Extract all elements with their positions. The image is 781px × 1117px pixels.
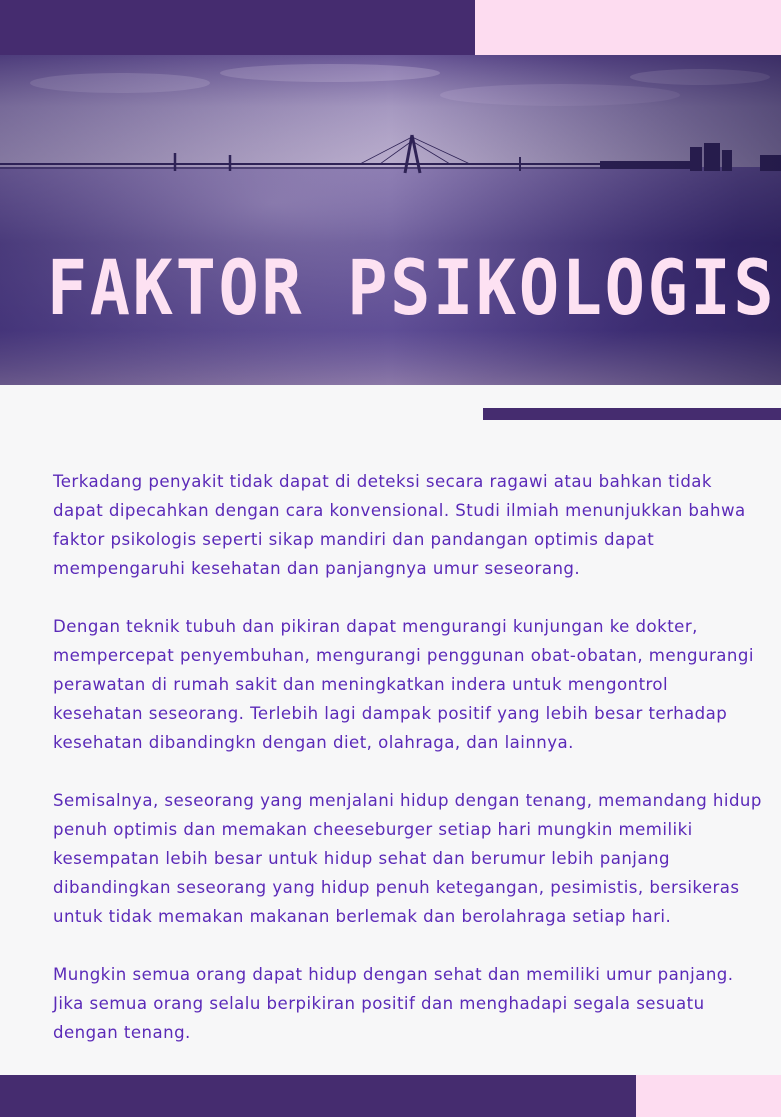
- accent-stripe: [483, 408, 781, 420]
- bottom-bar-right: [636, 1075, 781, 1117]
- text-line: penuh optimis dan memakan cheeseburger setiap hari mungkin memiliki: [53, 820, 693, 839]
- text-line: kesempatan lebih besar untuk hidup sehat dan berumur lebih panjang: [53, 849, 670, 868]
- paragraph-4: [53, 960, 753, 1047]
- paragraph-3: [53, 786, 762, 931]
- text-line: untuk tidak memakan makanan berlemak dan berolahraga setiap hari.: [53, 907, 672, 926]
- text-line: mempengaruhi kesehatan dan panjangnya umur seseorang.: [53, 559, 581, 578]
- top-bar-right: [475, 0, 781, 55]
- text-line: dengan tenang.: [53, 1023, 191, 1042]
- sea-bridge-illustration: [0, 55, 781, 385]
- text-line: dibandingkan seseorang yang hidup penuh ketegangan, pesimistis, bersikeras: [53, 878, 740, 897]
- text-line: Jika semua orang selalu berpikiran positif dan menghadapi segala sesuatu: [53, 994, 705, 1013]
- text-line: mempercepat penyembuhan, mengurangi penggunan obat-obatan, mengurangi: [53, 646, 754, 665]
- text-line: kesehatan seseorang. Terlebih lagi dampak positif yang lebih besar terhadap: [53, 704, 728, 723]
- hero-banner: [0, 55, 781, 385]
- text-line: Mungkin semua orang dapat hidup dengan sehat dan memiliki umur panjang.: [53, 965, 734, 984]
- paragraph-2: [53, 612, 753, 757]
- bottom-bar-left: [0, 1075, 636, 1117]
- text-line: Terkadang penyakit tidak dapat di deteksi secara ragawi atau bahkan tidak: [53, 472, 712, 491]
- text-line: Dengan teknik tubuh dan pikiran dapat mengurangi kunjungan ke dokter,: [53, 617, 698, 636]
- top-bar-left: [0, 0, 475, 55]
- body-content: [53, 467, 762, 1047]
- paragraph-1: [53, 467, 753, 583]
- text-line: kesehatan dibandingkn dengan diet, olahraga, dan lainnya.: [53, 733, 574, 752]
- text-line: faktor psikologis seperti sikap mandiri dan pandangan optimis dapat: [53, 530, 655, 549]
- page-title: FAKTOR PSIKOLOGIS: [46, 243, 777, 332]
- text-line: Semisalnya, seseorang yang menjalani hidup dengan tenang, memandang hidup: [53, 791, 762, 810]
- text-line: perawatan di rumah sakit dan meningkatkan indera untuk mengontrol: [53, 675, 669, 694]
- text-line: dapat dipecahkan dengan cara konvensional. Studi ilmiah menunjukkan bahwa: [53, 501, 746, 520]
